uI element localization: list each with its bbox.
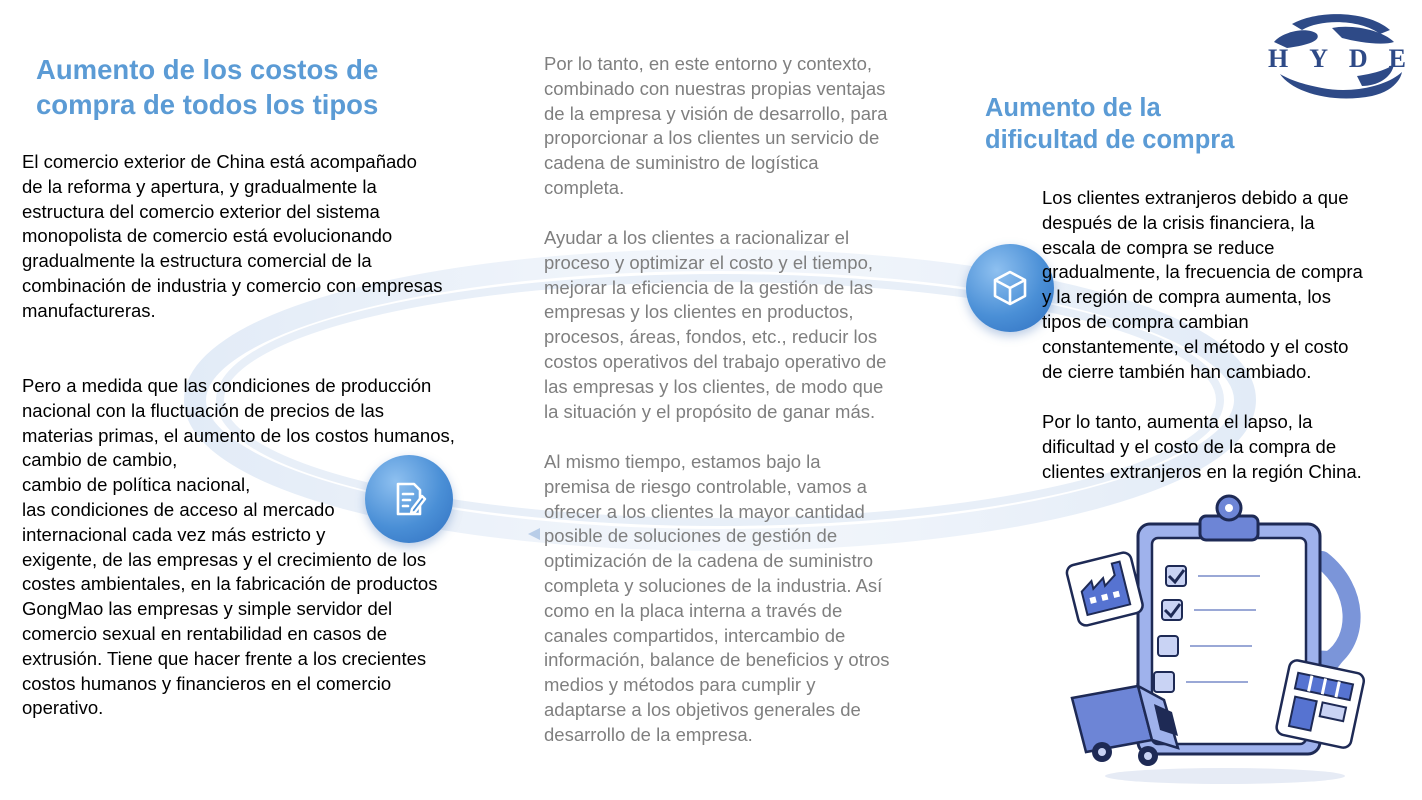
middle-paragraph-1: Por lo tanto, en este entorno y contexto, combinado con nuestras propias ventajas de la empresa y visión de desarrollo, para proporcionar a los clientes un servicio de cadena de suministro de logística completa. [544, 53, 888, 198]
edit-document-button [365, 455, 453, 543]
logo-letter-d: D [1348, 44, 1368, 73]
left-paragraph-1: El comercio exterior de China está acompañado de la reforma y apertura, y gradualmente la estructura del comercio exterior del sistema monopolista de comercio está evolucionando gradualmente la estructura comercial de la combinación de industria y comercio con empresas manufactureras. [22, 151, 443, 321]
logo-text [1262, 44, 1412, 74]
edit-document-icon [388, 478, 430, 520]
middle-paragraph-3: Al mismo tiempo, estamos bajo la premisa de riesgo controlable, vamos a ofrecer a los clientes la mayor cantidad posible de soluciones de gestión de optimización de la cadena de suministro completa y soluciones de la industria. Así como en la placa interna a través de canales compartidos, intercambio de información, balance de beneficios y otros medios y métodos para cumplir y adaptarse a los objetivos generales de desarrollo de la empresa. [544, 451, 890, 745]
middle-paragraph-2: Ayudar a los clientes a racionalizar el proceso y optimizar el costo y el tiempo, mejorar la eficiencia de la gestión de las empresas y los clientes en productos, procesos, áreas, fondos, etc., reducir los costos operativos del trabajo operativo de las empresas y los clientes, de modo que la situación y el propósito de ganar más. [544, 227, 887, 422]
left-heading: Aumento de los costos de compra de todos los tipos [36, 54, 379, 120]
left-paragraph-2: Pero a medida que las condiciones de producción nacional con la fluctuación de precios de las materias primas, el aumento de los costos humanos, cambio de cambio, cambio de política nacional, las condiciones de acceso al mercado internacional cada vez más estricto y exigente, de las empresas y el crecimiento de los costes ambientales, en la fabricación de productos GongMao las empresas y simple servidor del comercio sexual en rentabilidad en casos de extrusión. Tiene que hacer frente a los crecientes costos humanos y financieros en el comercio operativo. [22, 375, 455, 719]
right-paragraph-2: Por lo tanto, aumenta el lapso, la dificultad y el costo de la compra de clientes extranjeros en la región China. [1042, 411, 1362, 482]
right-paragraph-1: Los clientes extranjeros debido a que después de la crisis financiera, la escala de compra se reduce gradualmente, la frecuencia de compra y la región de compra aumenta, los tipos de compra cambian constantemente, el método y el costo de cierre también han cambiado. [1042, 187, 1363, 382]
cube-icon [990, 268, 1030, 308]
cube-button [966, 244, 1054, 332]
supply-chain-clipboard-illustration [1060, 490, 1380, 790]
logo-letter-e: E [1388, 44, 1406, 73]
logo-letter-h: H [1268, 44, 1289, 73]
logo-letter-y: Y [1309, 44, 1328, 73]
right-heading: Aumento de la dificultad de compra [985, 94, 1235, 154]
